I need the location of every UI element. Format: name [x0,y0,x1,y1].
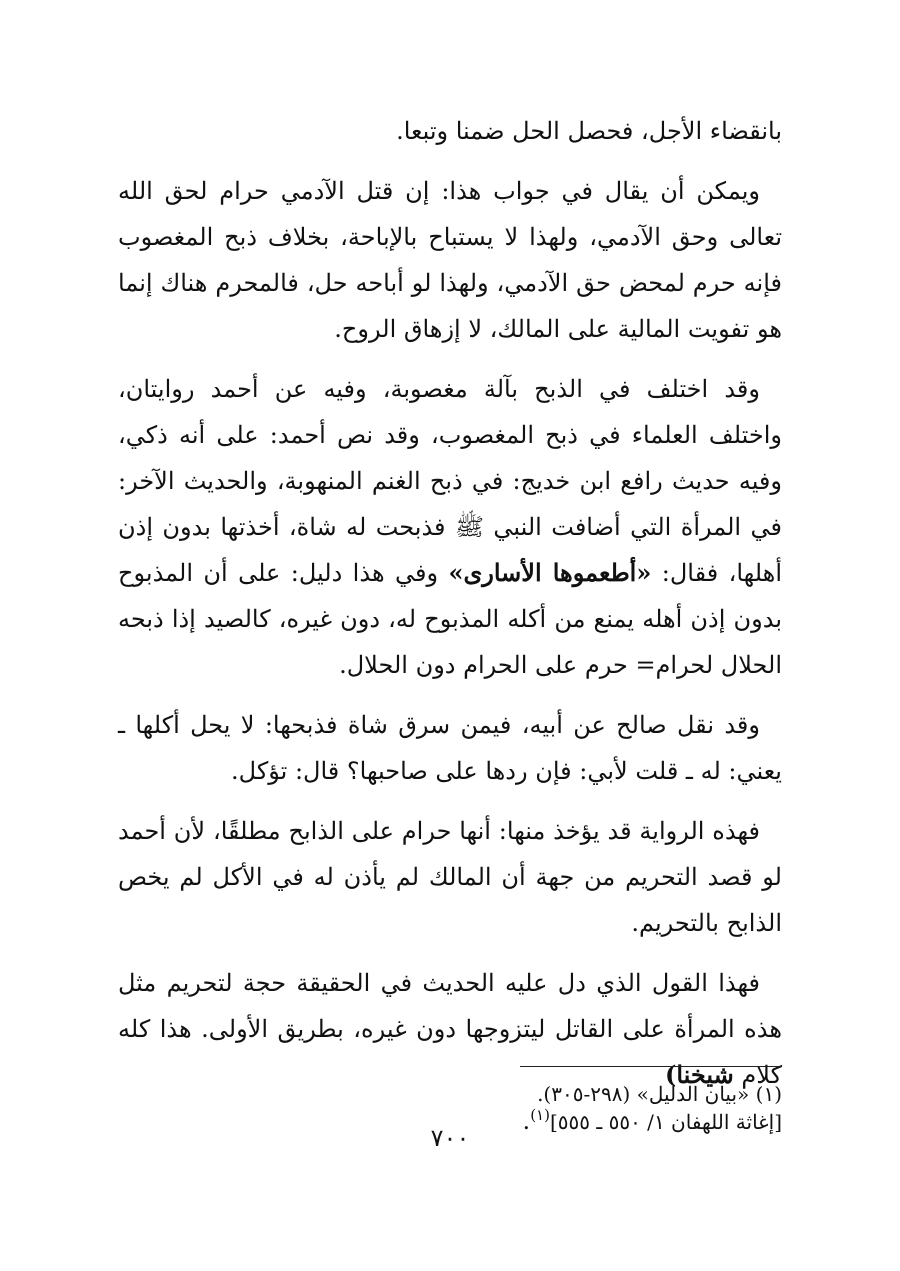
sheikh-label: شيخنا) [664,1060,734,1089]
footnote-divider [520,1066,782,1067]
footnote-marker: (١) [530,1106,550,1124]
paragraph-3 [118,366,782,688]
paragraph-3-text: وقد اختلف في الذبح بآلة مغصوبة، وفيه عن أحمد روايتان، واختلف العلماء في ذبح المغصوب، وقد نص أحمد: على أنه ذكي، وفيه حديث رافع ابن خديج: في ذبح الغنم المنهوبة، والحديث الآخر: في المرأة التي أضافت النبي ﷺ فذبحت له شاة، أخذتها بدون إذن أهلها، فقال: [118,375,782,587]
source-reference: [إغاثة اللهفان ١/ ٥٥٠ ـ ٥٥٥] [549,1110,782,1134]
paragraph-6-text: فهذا القول الذي دل عليه الحديث في الحقيقة حجة لتحريم مثل هذه المرأة على القاتل ليتزوجها دون غيره، بطريق الأولى. هذا كله كلام [118,969,782,1089]
main-text [118,108,782,1159]
footnote: (١) «بيان الدليل» (٢٩٨-٣٠٥). [537,1082,782,1106]
paragraph-6-end: . [522,1107,531,1135]
hadith-quote: «أطعموها الأسارى» [448,558,652,587]
paragraph-4: وقد نقل صالح عن أبيه، فيمن سرق شاة فذبحها: لا يحل أكلها ـ يعني: له ـ قلت لأبي: فإن ردها على صاحبها؟ قال: تؤكل. [118,711,782,785]
paragraph-1: بانقضاء الأجل، فحصل الحل ضمنا وتبعا. [396,117,782,145]
paragraph-2: ويمكن أن يقال في جواب هذا: إن قتل الآدمي حرام لحق الله تعالى وحق الآدمي، ولهذا لا يستباح بالإباحة، بخلاف ذبح المغصوب فإنه حرم لمحض حق الآدمي، ولهذا لو أباحه حل، فالمحرم هناك إنما هو تفويت المالية على المالك، لا إزهاق الروح. [118,177,782,343]
paragraph-6 [118,960,782,1145]
page-number: ٧٠٠ [430,1124,470,1152]
paragraph-5: فهذه الرواية قد يؤخذ منها: أنها حرام على الذابح مطلقًا، لأن أحمد لو قصد التحريم من جهة أن المالك لم يأذن له في الأكل لم يخص الذابح بالتحريم. [118,817,782,937]
paragraph-3-rest: وفي هذا دليل: على أن المذبوح بدون إذن أهله يمنع من أكله المذبوح له، دون غيره، كالصيد إذا ذبحه الحلال لحرام= حرم على الحرام دون الحلال. [118,559,782,679]
